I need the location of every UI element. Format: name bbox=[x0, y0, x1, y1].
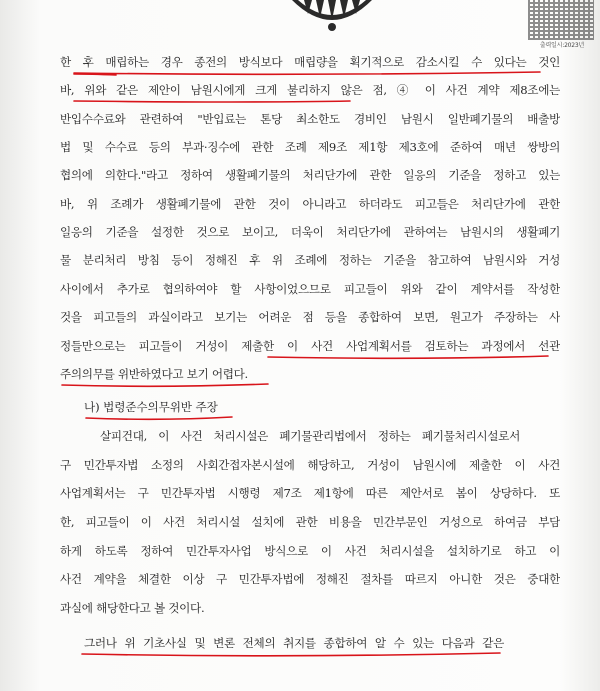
underline-line-1 bbox=[74, 72, 540, 75]
body-line-2: 바, 위와 같은 제안이 남원시에게 크게 불리하지 않은 점, ④ 이 사건 계약 제8조에는 bbox=[60, 83, 560, 97]
body-line-5: 협의에 의한다."라고 정하여 생활폐기물의 처리단가에 관한 일응의 기준을 정하고 있는 bbox=[60, 168, 560, 182]
body-line-6: 바, 위 조례가 생활폐기물에 관한 것이 아니라고 하더라도 피고들은 처리단가에 관한 bbox=[60, 197, 560, 211]
qr-caption: 출력일시:2023년 bbox=[539, 42, 585, 49]
body-line-10: 것을 피고들의 과실이라고 보기는 어려운 점 등을 종합하여 보면, 원고가 주장하는 사 bbox=[60, 310, 560, 324]
body-line-13: 살피건대, 이 사건 처리시설은 폐기물관리법에서 정하는 폐기물처리시설로서 bbox=[100, 429, 520, 443]
body-line-1: 한 후 매립하는 경우 종전의 방식보다 매립량을 획기적으로 감소시킬 수 있다는 것인 bbox=[60, 55, 560, 69]
body-line-14: 구 민간투자법 소정의 사회간접자본시설에 해당하고, 거성이 남원시에 제출한 이 사건 bbox=[60, 458, 560, 472]
section-heading: 나) 법령준수의무위반 주장 bbox=[84, 400, 218, 414]
underline-line-12 bbox=[62, 384, 268, 386]
underline-line-11 bbox=[268, 356, 548, 358]
body-line-4: 법 및 수수료 등의 부과·징수에 관한 조례 제9조 제1항 제3호에 준하여 매년 쌍방의 bbox=[60, 140, 560, 154]
body-line-3: 반입수수료와 관련하여 "반입료는 톤당 최소한도 경비인 남원시 일반폐기물의 배출방 bbox=[60, 112, 560, 126]
qr-code-icon bbox=[528, 0, 594, 40]
underline-heading bbox=[86, 417, 232, 419]
body-line-17: 하게 하도록 정하여 민간투자사업 방식으로 이 사건 처리시설을 설치하기로 하고 이 bbox=[60, 544, 560, 558]
underline-line-2 bbox=[74, 101, 350, 102]
body-line-8: 물 분리처리 방침 등이 정해진 후 위 조례에 정하는 기준을 참고하여 남원시와 거성 bbox=[60, 253, 560, 267]
body-line-9: 사이에서 추가로 협의하여야 할 사항이었으므로 피고들이 위와 같이 계약서를 작성한 bbox=[60, 282, 560, 296]
body-line-16: 한, 피고들이 이 사건 처리시설 설치에 관한 비용을 민간부문인 거성으로 하여금 부담 bbox=[60, 515, 560, 529]
underline-last-line bbox=[82, 653, 500, 656]
body-line-11: 정들만으로는 피고들이 거성이 제출한 이 사건 사업계획서를 검토하는 과정에서 선관 bbox=[60, 339, 560, 353]
body-line-15: 사업계획서는 구 민간투자법 시행령 제7조 제1항에 따른 제안서로 봄이 상당하다. 또 bbox=[60, 486, 560, 500]
body-line-18: 사건 계약을 체결한 이상 구 민간투자법에 정해진 절차를 따르지 아니한 것은 중대한 bbox=[60, 572, 560, 586]
body-line-19: 과실에 해당한다고 볼 것이다. bbox=[60, 601, 205, 615]
court-emblem-icon bbox=[282, 0, 382, 34]
body-line-7: 일응의 기준을 설정한 것으로 보이고, 더욱이 처리단가에 관하여는 남원시의 생활폐기 bbox=[60, 225, 560, 239]
body-line-20: 그러나 위 기초사실 및 변론 전체의 취지를 종합하여 알 수 있는 다음과 같은 bbox=[84, 636, 504, 650]
body-line-12: 주의의무를 위반하였다고 보기 어렵다. bbox=[60, 367, 248, 381]
